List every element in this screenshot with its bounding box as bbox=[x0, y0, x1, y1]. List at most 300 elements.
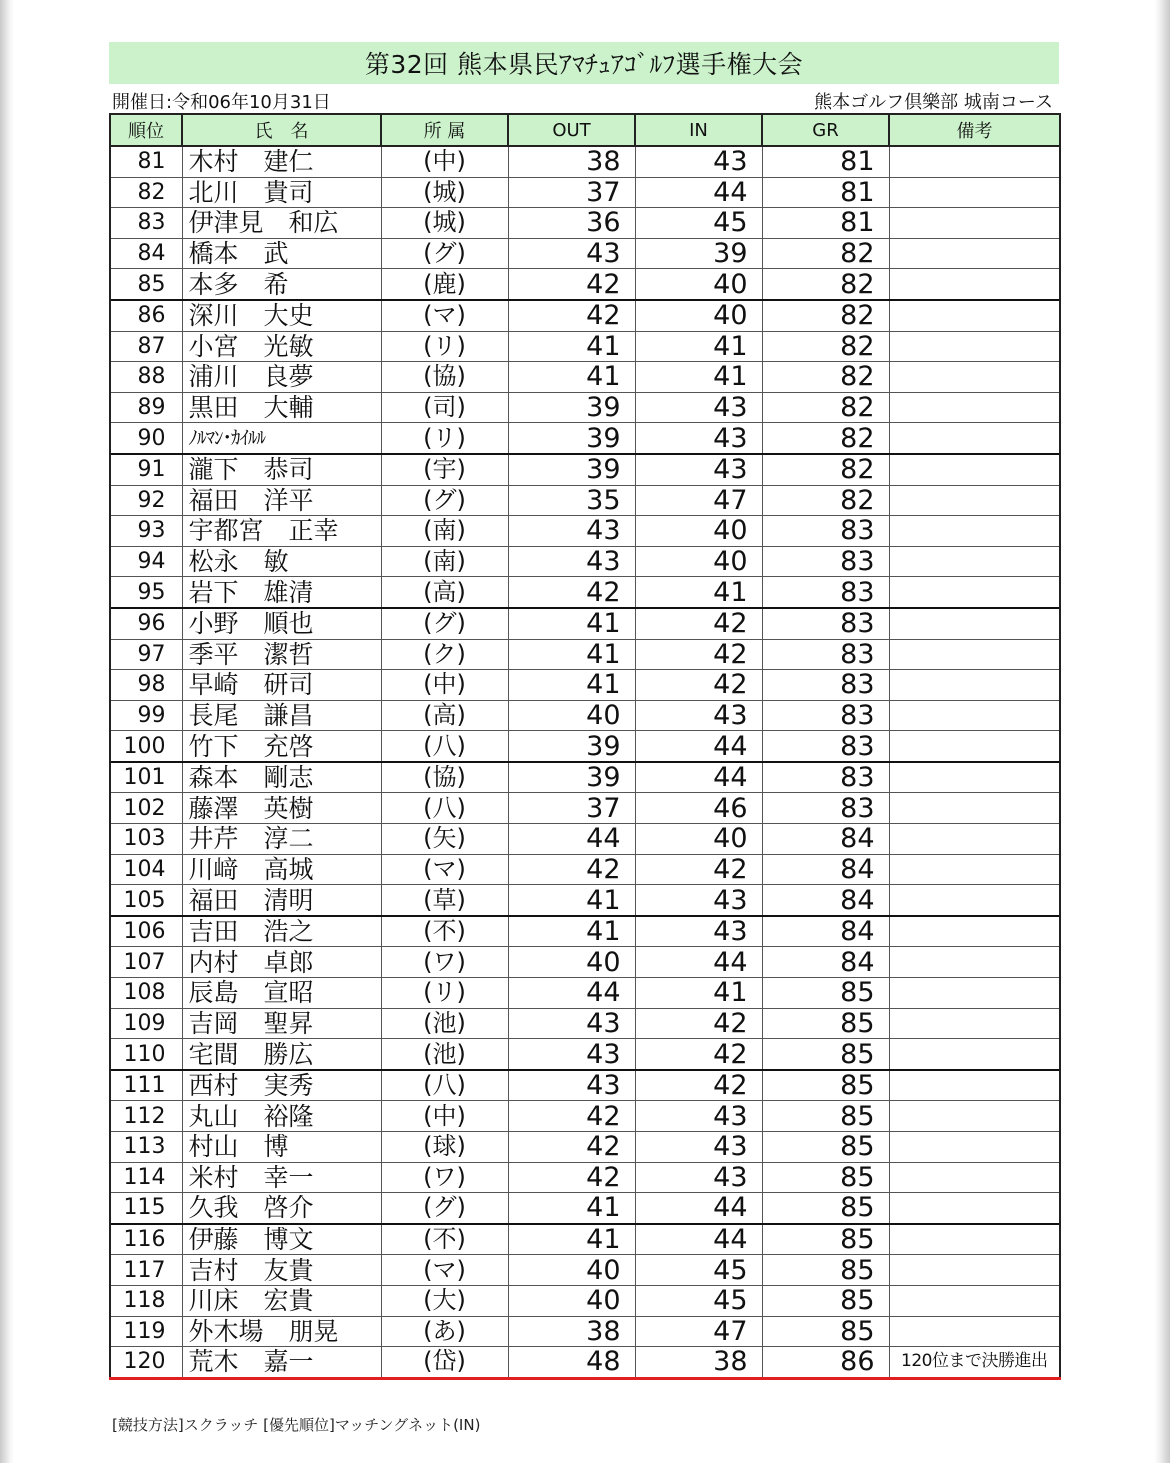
cell-note bbox=[889, 824, 1060, 855]
cell-out: 43 bbox=[508, 238, 635, 269]
col-header-affiliation: 所 属 bbox=[381, 114, 508, 146]
table-row bbox=[110, 1316, 1060, 1347]
cell-in: 43 bbox=[635, 1162, 762, 1193]
cell-note bbox=[889, 1008, 1060, 1039]
cell-rank: 89 bbox=[110, 392, 182, 423]
cell-name: 伊津見 和広 bbox=[182, 208, 381, 239]
cell-out: 42 bbox=[508, 1101, 635, 1132]
table-row bbox=[110, 1224, 1060, 1255]
cell-note bbox=[889, 516, 1060, 547]
cell-out: 38 bbox=[508, 1316, 635, 1347]
cell-name: 小宮 光敏 bbox=[182, 331, 381, 362]
cell-name: 木村 建仁 bbox=[182, 146, 381, 177]
cell-out: 41 bbox=[508, 608, 635, 639]
cell-out: 39 bbox=[508, 731, 635, 762]
results-table bbox=[109, 113, 1061, 1380]
cell-rank: 99 bbox=[110, 700, 182, 731]
cell-note bbox=[889, 1162, 1060, 1193]
page-edge-left bbox=[0, 0, 14, 1463]
cell-name: 川床 宏貴 bbox=[182, 1285, 381, 1316]
col-header-out: OUT bbox=[508, 114, 635, 146]
cell-note bbox=[889, 546, 1060, 577]
cell-name: 黒田 大輔 bbox=[182, 392, 381, 423]
cell-rank: 93 bbox=[110, 516, 182, 547]
cell-rank: 86 bbox=[110, 300, 182, 331]
cell-note bbox=[889, 793, 1060, 824]
table-row bbox=[110, 1255, 1060, 1286]
col-header-notes: 備考 bbox=[889, 114, 1060, 146]
cell-name: 深川 大史 bbox=[182, 300, 381, 331]
cell-gross: 83 bbox=[762, 762, 889, 793]
cell-rank: 97 bbox=[110, 639, 182, 670]
cell-affiliation: (グ) bbox=[381, 608, 508, 639]
cell-affiliation: (グ) bbox=[381, 485, 508, 516]
cell-affiliation: (協) bbox=[381, 762, 508, 793]
table-row bbox=[110, 1162, 1060, 1193]
cell-out: 42 bbox=[508, 854, 635, 885]
table-row bbox=[110, 208, 1060, 239]
cell-out: 41 bbox=[508, 885, 635, 916]
cell-gross: 84 bbox=[762, 854, 889, 885]
page-edge-right bbox=[1154, 0, 1170, 1463]
cell-gross: 84 bbox=[762, 885, 889, 916]
cell-name: 竹下 充啓 bbox=[182, 731, 381, 762]
cell-out: 42 bbox=[508, 1132, 635, 1163]
cell-affiliation: (高) bbox=[381, 577, 508, 608]
cell-out: 37 bbox=[508, 177, 635, 208]
table-row bbox=[110, 1039, 1060, 1070]
cell-out: 43 bbox=[508, 516, 635, 547]
cell-gross: 85 bbox=[762, 1101, 889, 1132]
cell-gross: 82 bbox=[762, 362, 889, 393]
cell-affiliation: (鹿) bbox=[381, 269, 508, 300]
cell-gross: 83 bbox=[762, 639, 889, 670]
cell-affiliation: (城) bbox=[381, 208, 508, 239]
table-row bbox=[110, 793, 1060, 824]
cell-name: 吉田 浩之 bbox=[182, 916, 381, 947]
cell-affiliation: (池) bbox=[381, 1008, 508, 1039]
cell-gross: 83 bbox=[762, 577, 889, 608]
cell-name: 季平 潔哲 bbox=[182, 639, 381, 670]
cell-rank: 108 bbox=[110, 978, 182, 1009]
cell-name: 井芹 淳二 bbox=[182, 824, 381, 855]
table-row bbox=[110, 1193, 1060, 1224]
cell-affiliation: (城) bbox=[381, 177, 508, 208]
cell-gross: 85 bbox=[762, 1316, 889, 1347]
cell-gross: 83 bbox=[762, 546, 889, 577]
cell-gross: 83 bbox=[762, 670, 889, 701]
cell-affiliation: (中) bbox=[381, 146, 508, 177]
cell-out: 41 bbox=[508, 1224, 635, 1255]
cell-rank: 109 bbox=[110, 1008, 182, 1039]
cell-note bbox=[889, 454, 1060, 485]
cell-note bbox=[889, 362, 1060, 393]
cell-in: 41 bbox=[635, 978, 762, 1009]
cell-gross: 85 bbox=[762, 1039, 889, 1070]
cell-in: 47 bbox=[635, 485, 762, 516]
cell-note bbox=[889, 1039, 1060, 1070]
cell-rank: 90 bbox=[110, 423, 182, 454]
cell-name: 本多 希 bbox=[182, 269, 381, 300]
cell-in: 44 bbox=[635, 1224, 762, 1255]
cell-gross: 81 bbox=[762, 177, 889, 208]
cell-in: 40 bbox=[635, 824, 762, 855]
cell-rank: 101 bbox=[110, 762, 182, 793]
cell-note bbox=[889, 885, 1060, 916]
cell-out: 41 bbox=[508, 331, 635, 362]
cell-name: 長尾 謙昌 bbox=[182, 700, 381, 731]
cell-gross: 82 bbox=[762, 454, 889, 485]
cell-rank: 95 bbox=[110, 577, 182, 608]
table-row bbox=[110, 269, 1060, 300]
cell-out: 41 bbox=[508, 670, 635, 701]
table-row bbox=[110, 362, 1060, 393]
table-row bbox=[110, 546, 1060, 577]
cell-gross: 82 bbox=[762, 269, 889, 300]
cell-affiliation: (草) bbox=[381, 885, 508, 916]
table-row bbox=[110, 1008, 1060, 1039]
cell-name: 藤澤 英樹 bbox=[182, 793, 381, 824]
page-title: 第32回 熊本県民ｱﾏﾁｭｱｺﾞﾙﾌ選手権大会 bbox=[109, 42, 1059, 84]
cell-note bbox=[889, 208, 1060, 239]
cell-note bbox=[889, 608, 1060, 639]
cell-gross: 86 bbox=[762, 1347, 889, 1379]
table-row bbox=[110, 146, 1060, 177]
cell-note: 120位まで決勝進出 bbox=[889, 1347, 1060, 1379]
cell-in: 45 bbox=[635, 1255, 762, 1286]
table-row bbox=[110, 916, 1060, 947]
cell-out: 43 bbox=[508, 1008, 635, 1039]
cell-affiliation: (リ) bbox=[381, 331, 508, 362]
cell-affiliation: (不) bbox=[381, 1224, 508, 1255]
cell-gross: 84 bbox=[762, 916, 889, 947]
cell-rank: 107 bbox=[110, 947, 182, 978]
cell-affiliation: (中) bbox=[381, 1101, 508, 1132]
cell-in: 42 bbox=[635, 1070, 762, 1101]
cell-rank: 102 bbox=[110, 793, 182, 824]
cell-out: 42 bbox=[508, 300, 635, 331]
cell-rank: 111 bbox=[110, 1070, 182, 1101]
cell-in: 43 bbox=[635, 392, 762, 423]
cell-rank: 91 bbox=[110, 454, 182, 485]
cell-affiliation: (池) bbox=[381, 1039, 508, 1070]
table-row bbox=[110, 670, 1060, 701]
cell-in: 41 bbox=[635, 331, 762, 362]
cell-name: 吉村 友貴 bbox=[182, 1255, 381, 1286]
cell-in: 45 bbox=[635, 1285, 762, 1316]
cell-affiliation: (ワ) bbox=[381, 947, 508, 978]
cell-in: 45 bbox=[635, 208, 762, 239]
cell-out: 36 bbox=[508, 208, 635, 239]
col-header-gross: GR bbox=[762, 114, 889, 146]
cell-name: 米村 幸一 bbox=[182, 1162, 381, 1193]
cell-affiliation: (中) bbox=[381, 670, 508, 701]
cell-rank: 106 bbox=[110, 916, 182, 947]
cell-rank: 82 bbox=[110, 177, 182, 208]
cell-gross: 85 bbox=[762, 1070, 889, 1101]
cell-name: 森本 剛志 bbox=[182, 762, 381, 793]
cell-out: 44 bbox=[508, 978, 635, 1009]
cell-gross: 85 bbox=[762, 1255, 889, 1286]
cell-in: 43 bbox=[635, 700, 762, 731]
cell-name: 浦川 良夢 bbox=[182, 362, 381, 393]
table-row bbox=[110, 1070, 1060, 1101]
cell-name: 宇都宮 正幸 bbox=[182, 516, 381, 547]
cell-out: 35 bbox=[508, 485, 635, 516]
cell-rank: 83 bbox=[110, 208, 182, 239]
cell-gross: 85 bbox=[762, 1193, 889, 1224]
cell-affiliation: (岱) bbox=[381, 1347, 508, 1379]
cell-in: 41 bbox=[635, 362, 762, 393]
table-row bbox=[110, 485, 1060, 516]
cell-note bbox=[889, 762, 1060, 793]
cell-in: 40 bbox=[635, 516, 762, 547]
cell-gross: 82 bbox=[762, 485, 889, 516]
table-row bbox=[110, 1285, 1060, 1316]
cell-rank: 120 bbox=[110, 1347, 182, 1379]
event-venue: 熊本ゴルフ倶樂部 城南コース bbox=[814, 92, 1053, 113]
cell-out: 40 bbox=[508, 1255, 635, 1286]
cell-gross: 83 bbox=[762, 700, 889, 731]
cell-in: 42 bbox=[635, 854, 762, 885]
table-row bbox=[110, 608, 1060, 639]
cell-name: 橋本 武 bbox=[182, 238, 381, 269]
cell-in: 44 bbox=[635, 177, 762, 208]
cell-gross: 81 bbox=[762, 146, 889, 177]
cell-in: 42 bbox=[635, 639, 762, 670]
table-row bbox=[110, 331, 1060, 362]
cell-name: 北川 貴司 bbox=[182, 177, 381, 208]
table-row bbox=[110, 454, 1060, 485]
cell-out: 48 bbox=[508, 1347, 635, 1379]
cell-affiliation: (グ) bbox=[381, 238, 508, 269]
cell-note bbox=[889, 1070, 1060, 1101]
cell-name: 宅間 勝広 bbox=[182, 1039, 381, 1070]
cell-rank: 105 bbox=[110, 885, 182, 916]
cell-affiliation: (ワ) bbox=[381, 1162, 508, 1193]
table-row bbox=[110, 947, 1060, 978]
cell-affiliation: (グ) bbox=[381, 1193, 508, 1224]
cell-rank: 114 bbox=[110, 1162, 182, 1193]
cell-rank: 119 bbox=[110, 1316, 182, 1347]
cell-name: 辰島 宣昭 bbox=[182, 978, 381, 1009]
cell-affiliation: (矢) bbox=[381, 824, 508, 855]
cell-note bbox=[889, 577, 1060, 608]
table-row bbox=[110, 824, 1060, 855]
cell-gross: 83 bbox=[762, 608, 889, 639]
cell-name: 早崎 研司 bbox=[182, 670, 381, 701]
cell-in: 40 bbox=[635, 546, 762, 577]
cell-out: 42 bbox=[508, 1162, 635, 1193]
cell-in: 42 bbox=[635, 1039, 762, 1070]
cell-affiliation: (南) bbox=[381, 546, 508, 577]
cell-note bbox=[889, 731, 1060, 762]
table-row bbox=[110, 1347, 1060, 1379]
cell-name: 久我 啓介 bbox=[182, 1193, 381, 1224]
cell-note bbox=[889, 639, 1060, 670]
cell-affiliation: (八) bbox=[381, 731, 508, 762]
cell-out: 43 bbox=[508, 1039, 635, 1070]
cell-affiliation: (マ) bbox=[381, 300, 508, 331]
cell-name: 松永 敏 bbox=[182, 546, 381, 577]
cell-gross: 85 bbox=[762, 978, 889, 1009]
cell-out: 40 bbox=[508, 947, 635, 978]
cell-note bbox=[889, 485, 1060, 516]
cell-in: 42 bbox=[635, 670, 762, 701]
cell-in: 43 bbox=[635, 885, 762, 916]
cell-affiliation: (司) bbox=[381, 392, 508, 423]
cell-rank: 81 bbox=[110, 146, 182, 177]
cell-rank: 98 bbox=[110, 670, 182, 701]
cell-in: 40 bbox=[635, 300, 762, 331]
cell-out: 37 bbox=[508, 793, 635, 824]
table-row bbox=[110, 392, 1060, 423]
cell-note bbox=[889, 670, 1060, 701]
cell-in: 44 bbox=[635, 762, 762, 793]
cell-note bbox=[889, 392, 1060, 423]
table-row bbox=[110, 731, 1060, 762]
cell-affiliation: (八) bbox=[381, 1070, 508, 1101]
cell-note bbox=[889, 238, 1060, 269]
cell-out: 40 bbox=[508, 1285, 635, 1316]
cell-rank: 96 bbox=[110, 608, 182, 639]
table-row bbox=[110, 1101, 1060, 1132]
table-row bbox=[110, 423, 1060, 454]
table-row bbox=[110, 762, 1060, 793]
cell-name: 荒木 嘉一 bbox=[182, 1347, 381, 1379]
cell-note bbox=[889, 1255, 1060, 1286]
cell-in: 44 bbox=[635, 731, 762, 762]
cell-name: 岩下 雄清 bbox=[182, 577, 381, 608]
cell-in: 43 bbox=[635, 916, 762, 947]
cell-affiliation: (リ) bbox=[381, 423, 508, 454]
cell-affiliation: (高) bbox=[381, 700, 508, 731]
cell-rank: 100 bbox=[110, 731, 182, 762]
cell-affiliation: (南) bbox=[381, 516, 508, 547]
cell-gross: 82 bbox=[762, 331, 889, 362]
cell-rank: 92 bbox=[110, 485, 182, 516]
cell-name: 村山 博 bbox=[182, 1132, 381, 1163]
cell-affiliation: (マ) bbox=[381, 1255, 508, 1286]
cell-name: 瀧下 恭司 bbox=[182, 454, 381, 485]
cell-out: 41 bbox=[508, 916, 635, 947]
cell-in: 40 bbox=[635, 269, 762, 300]
cell-affiliation: (リ) bbox=[381, 978, 508, 1009]
cell-rank: 94 bbox=[110, 546, 182, 577]
table-row bbox=[110, 700, 1060, 731]
cell-gross: 85 bbox=[762, 1132, 889, 1163]
cell-affiliation: (八) bbox=[381, 793, 508, 824]
table-row bbox=[110, 577, 1060, 608]
cell-note bbox=[889, 854, 1060, 885]
cell-gross: 84 bbox=[762, 824, 889, 855]
cell-out: 43 bbox=[508, 546, 635, 577]
cell-name: 福田 洋平 bbox=[182, 485, 381, 516]
cell-gross: 81 bbox=[762, 208, 889, 239]
cell-gross: 82 bbox=[762, 238, 889, 269]
table-row bbox=[110, 854, 1060, 885]
col-header-in: IN bbox=[635, 114, 762, 146]
cell-in: 46 bbox=[635, 793, 762, 824]
cell-gross: 83 bbox=[762, 731, 889, 762]
cell-note bbox=[889, 146, 1060, 177]
table-row bbox=[110, 238, 1060, 269]
cell-gross: 82 bbox=[762, 392, 889, 423]
cell-in: 38 bbox=[635, 1347, 762, 1379]
cell-rank: 110 bbox=[110, 1039, 182, 1070]
cell-out: 42 bbox=[508, 577, 635, 608]
cell-out: 39 bbox=[508, 762, 635, 793]
table-row bbox=[110, 177, 1060, 208]
cell-note bbox=[889, 1316, 1060, 1347]
cell-out: 43 bbox=[508, 1070, 635, 1101]
cell-out: 40 bbox=[508, 700, 635, 731]
cell-rank: 112 bbox=[110, 1101, 182, 1132]
cell-name: 吉岡 聖昇 bbox=[182, 1008, 381, 1039]
cell-rank: 85 bbox=[110, 269, 182, 300]
cell-out: 41 bbox=[508, 362, 635, 393]
cell-in: 43 bbox=[635, 454, 762, 485]
cell-in: 43 bbox=[635, 423, 762, 454]
cell-out: 39 bbox=[508, 454, 635, 485]
cell-rank: 116 bbox=[110, 1224, 182, 1255]
cell-gross: 85 bbox=[762, 1162, 889, 1193]
cell-name: 小野 順也 bbox=[182, 608, 381, 639]
cell-gross: 85 bbox=[762, 1224, 889, 1255]
cell-rank: 118 bbox=[110, 1285, 182, 1316]
table-header-row bbox=[110, 114, 1060, 146]
cell-gross: 83 bbox=[762, 516, 889, 547]
cell-affiliation: (不) bbox=[381, 916, 508, 947]
cell-rank: 117 bbox=[110, 1255, 182, 1286]
table-row bbox=[110, 300, 1060, 331]
cell-out: 42 bbox=[508, 269, 635, 300]
cell-affiliation: (宇) bbox=[381, 454, 508, 485]
cell-affiliation: (マ) bbox=[381, 854, 508, 885]
cell-in: 44 bbox=[635, 1193, 762, 1224]
cell-gross: 82 bbox=[762, 300, 889, 331]
cell-gross: 83 bbox=[762, 793, 889, 824]
cell-name: 福田 清明 bbox=[182, 885, 381, 916]
cell-in: 41 bbox=[635, 577, 762, 608]
cell-out: 39 bbox=[508, 423, 635, 454]
col-header-rank: 順位 bbox=[110, 114, 182, 146]
cell-out: 39 bbox=[508, 392, 635, 423]
cell-rank: 115 bbox=[110, 1193, 182, 1224]
cell-affiliation: (球) bbox=[381, 1132, 508, 1163]
col-header-name: 氏 名 bbox=[182, 114, 381, 146]
cell-out: 41 bbox=[508, 1193, 635, 1224]
cell-note bbox=[889, 1224, 1060, 1255]
cell-gross: 85 bbox=[762, 1008, 889, 1039]
cell-name: 伊藤 博文 bbox=[182, 1224, 381, 1255]
cell-rank: 103 bbox=[110, 824, 182, 855]
cell-affiliation: (ク) bbox=[381, 639, 508, 670]
cell-name: 西村 実秀 bbox=[182, 1070, 381, 1101]
cell-affiliation: (大) bbox=[381, 1285, 508, 1316]
cell-in: 43 bbox=[635, 1101, 762, 1132]
cell-rank: 113 bbox=[110, 1132, 182, 1163]
cell-in: 39 bbox=[635, 238, 762, 269]
cell-gross: 84 bbox=[762, 947, 889, 978]
cell-in: 43 bbox=[635, 146, 762, 177]
cell-gross: 82 bbox=[762, 423, 889, 454]
table-row bbox=[110, 639, 1060, 670]
cell-name: 川﨑 高城 bbox=[182, 854, 381, 885]
cell-rank: 84 bbox=[110, 238, 182, 269]
cell-out: 41 bbox=[508, 639, 635, 670]
cell-note bbox=[889, 300, 1060, 331]
